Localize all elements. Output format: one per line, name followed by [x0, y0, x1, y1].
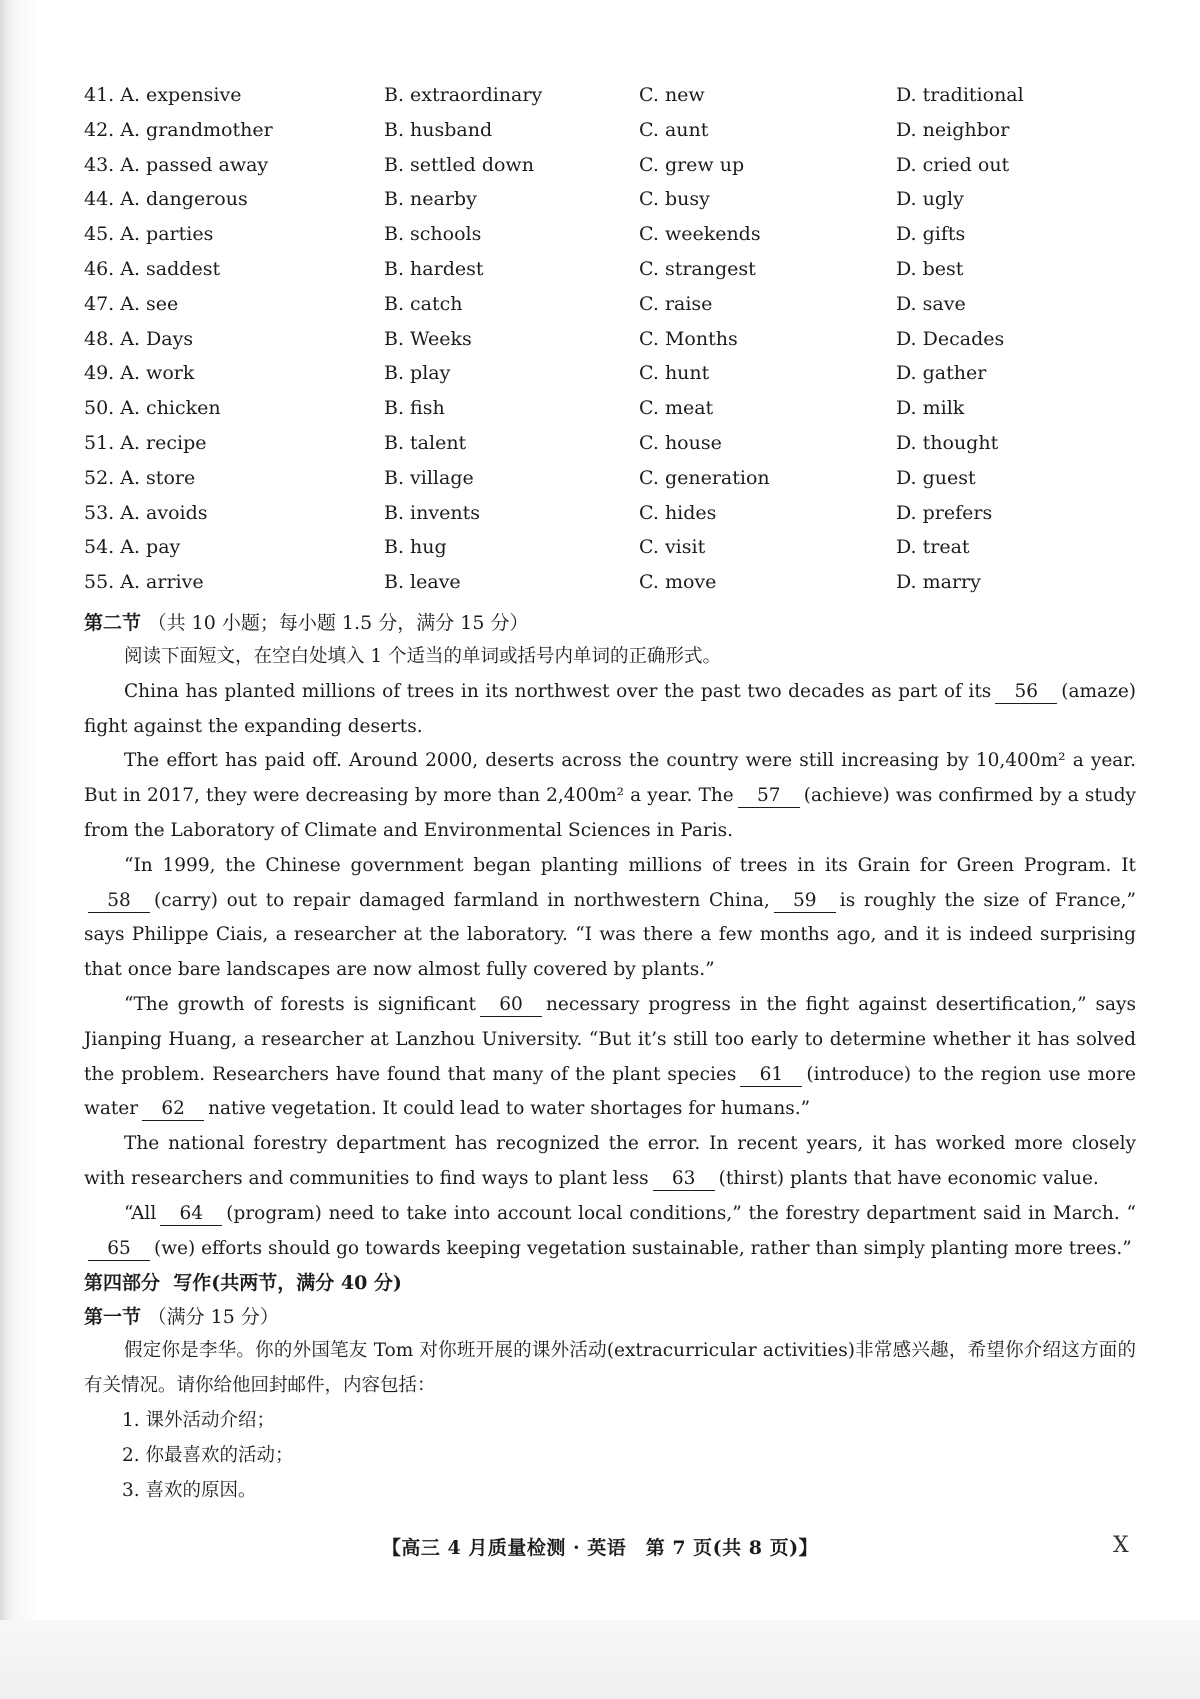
page-footer: 【高三 4 月质量检测 · 英语 第 7 页(共 8 页)】 — [381, 1537, 819, 1559]
option-c[interactable]: C. strangest — [639, 257, 756, 280]
section1-title: 第一节 — [84, 1306, 142, 1329]
option-d[interactable]: D. marry — [896, 571, 981, 594]
option-c[interactable]: C. hides — [639, 501, 717, 524]
option-b[interactable]: B. hug — [384, 536, 447, 559]
part4-detail: 写作(共两节，满分 40 分) — [173, 1272, 402, 1295]
option-row — [84, 393, 1144, 428]
option-c[interactable]: C. busy — [639, 188, 710, 211]
option-d[interactable]: D. prefers — [896, 501, 993, 524]
option-c[interactable]: C. grew up — [639, 153, 745, 176]
option-d[interactable]: D. thought — [896, 431, 999, 454]
blank-61[interactable]: 61 — [740, 1064, 802, 1087]
corner-mark: X — [1113, 1533, 1129, 1558]
option-a[interactable]: 51. A. recipe — [84, 431, 207, 454]
passage-paragraph-3: “In 1999, the Chinese government began planting millions of trees in its Grain for Green Program. It58 (carry) out to repair damaged farmland in northwestern China, 59 is roughly the size of France,” says Philippe Ciais, a researcher at the laboratory. “I was there a few months ago, and it is indeed surprising that once bare landscapes are now almost fully covered by plants.” — [84, 854, 1137, 981]
option-d[interactable]: D. guest — [896, 466, 976, 489]
option-a[interactable]: 49. A. work — [84, 362, 195, 385]
option-a[interactable]: 44. A. dangerous — [84, 188, 248, 211]
section2-title: 第二节 — [84, 612, 142, 634]
passage-paragraph-1: China has planted millions of trees in its northwest over the past two decades as part of its 56 (amaze) fight against the expanding deserts. — [84, 680, 1136, 737]
option-b[interactable]: B. hardest — [384, 257, 484, 280]
option-row — [84, 184, 1144, 219]
blank-63[interactable]: 63 — [653, 1168, 715, 1191]
writing-item-1: 1. 课外活动介绍； — [122, 1409, 276, 1431]
option-a[interactable]: 48. A. Days — [84, 327, 194, 350]
blank-58[interactable]: 58 — [88, 890, 150, 913]
option-row — [84, 289, 1144, 324]
option-b[interactable]: B. play — [384, 362, 451, 385]
option-d[interactable]: D. neighbor — [896, 118, 1010, 141]
option-a[interactable]: 53. A. avoids — [84, 501, 208, 524]
writing-item-2: 2. 你最喜欢的活动； — [122, 1444, 294, 1466]
option-d[interactable]: D. save — [896, 292, 966, 315]
option-row — [84, 463, 1144, 498]
option-row — [84, 358, 1144, 393]
option-row — [84, 428, 1144, 463]
blank-60[interactable]: 60 — [480, 994, 542, 1017]
option-b[interactable]: B. schools — [384, 223, 482, 246]
option-a[interactable]: 45. A. parties — [84, 223, 214, 246]
option-b[interactable]: B. leave — [384, 571, 461, 594]
section2-heading — [84, 606, 1136, 640]
option-c[interactable]: C. raise — [639, 292, 713, 315]
section2-detail: （共 10 小题；每小题 1.5 分，满分 15 分） — [147, 612, 529, 634]
scan-bottom-margin — [0, 1620, 1200, 1699]
option-c[interactable]: C. generation — [639, 466, 770, 489]
option-d[interactable]: D. best — [896, 257, 964, 280]
option-a[interactable]: 52. A. store — [84, 466, 196, 489]
option-row — [84, 80, 1144, 115]
section1-detail: （满分 15 分） — [147, 1306, 279, 1329]
option-d[interactable]: D. cried out — [896, 153, 1010, 176]
section2-instruction: 阅读下面短文，在空白处填入 1 个适当的单词或括号内单词的正确形式。 — [124, 646, 722, 667]
option-c[interactable]: C. move — [639, 571, 717, 594]
blank-64[interactable]: 64 — [160, 1203, 222, 1226]
option-b[interactable]: B. village — [384, 466, 474, 489]
part4-title: 第四部分 — [84, 1272, 161, 1295]
passage-paragraph-5: The national forestry department has recognized the error. In recent years, it has worked more closely with researchers and communities to find ways to plant less 63 (thirst) plants that have economic value. — [84, 1133, 1136, 1189]
option-c[interactable]: C. aunt — [639, 118, 709, 141]
option-a[interactable]: 50. A. chicken — [84, 397, 221, 420]
option-c[interactable]: C. Months — [639, 327, 738, 350]
blank-65[interactable]: 65 — [88, 1238, 150, 1261]
passage-paragraph-4: “The growth of forests is significant 60 necessary progress in the fight against desertification,” says Jianping Huang, a researcher at Lanzhou University. “But it’s still too early to determine whether it has solved the problem. Researchers have found that many of the plant species 61 (introduce) to the region use more water 62 native vegetation. It could lead to water shortages for humans.” — [84, 993, 1136, 1120]
part4-heading — [84, 1266, 1136, 1300]
option-a[interactable]: 46. A. saddest — [84, 257, 221, 280]
option-row — [84, 324, 1144, 359]
option-a[interactable]: 55. A. arrive — [84, 571, 204, 594]
writing-prompt: 假定你是李华。你的外国笔友 Tom 对你班开展的课外活动(extracurricular activities)非常感兴趣，希望你介绍这方面的有关情况。请你给他回封邮件，内容包括： — [84, 1340, 1136, 1397]
option-row — [84, 498, 1144, 533]
option-row — [84, 219, 1144, 254]
option-a[interactable]: 41. A. expensive — [84, 84, 242, 106]
option-row — [84, 532, 1144, 567]
option-b[interactable]: B. settled down — [384, 153, 534, 176]
blank-62[interactable]: 62 — [142, 1098, 204, 1121]
passage-paragraph-2: The effort has paid off. Around 2000, deserts across the country were still increasing by 10,400m² a year. But in 2017, they were decreasing by more than 2,400m² a year. The 57 (achieve) was confirmed by a study from the Laboratory of Climate and Environmental Sciences in Paris. — [84, 750, 1136, 841]
option-a[interactable]: 47. A. see — [84, 292, 179, 315]
option-c[interactable]: C. visit — [639, 536, 706, 559]
option-d[interactable]: D. traditional — [896, 84, 1024, 106]
option-row — [84, 567, 1144, 602]
option-c[interactable]: C. house — [639, 431, 722, 454]
option-d[interactable]: D. gather — [896, 362, 987, 385]
option-row — [84, 150, 1144, 185]
option-b[interactable]: B. extraordinary — [384, 84, 543, 106]
exam-content — [84, 606, 1136, 1508]
option-a[interactable]: 54. A. pay — [84, 536, 181, 559]
option-b[interactable]: B. husband — [384, 118, 493, 141]
option-a[interactable]: 42. A. grandmother — [84, 118, 273, 141]
option-c[interactable]: C. meat — [639, 397, 714, 420]
option-b[interactable]: B. talent — [384, 431, 467, 454]
option-b[interactable]: B. fish — [384, 397, 445, 420]
option-c[interactable]: C. hunt — [639, 362, 710, 385]
writing-item-3: 3. 喜欢的原因。 — [122, 1479, 257, 1501]
section1-heading — [84, 1300, 1136, 1334]
blank-59[interactable]: 59 — [774, 890, 836, 913]
option-c[interactable]: C. weekends — [639, 223, 761, 246]
option-b[interactable]: B. Weeks — [384, 327, 472, 350]
option-d[interactable]: D. treat — [896, 536, 970, 559]
option-b[interactable]: B. catch — [384, 292, 463, 315]
options-table — [84, 80, 1144, 602]
option-b[interactable]: B. nearby — [384, 188, 477, 211]
option-row — [84, 115, 1144, 150]
option-d[interactable]: D. ugly — [896, 188, 964, 211]
option-d[interactable]: D. milk — [896, 397, 965, 420]
option-d[interactable]: D. Decades — [896, 327, 1005, 350]
passage-paragraph-6: “All 64 (program) need to take into account local conditions,” the forestry department said in March. “65 (we) efforts should go towards keeping vegetation sustainable, rather than simply planting more trees.” — [84, 1197, 1136, 1267]
option-a[interactable]: 43. A. passed away — [84, 153, 269, 176]
option-c[interactable]: C. new — [639, 84, 705, 106]
blank-56[interactable]: 56 — [995, 681, 1057, 704]
option-b[interactable]: B. invents — [384, 501, 480, 524]
option-d[interactable]: D. gifts — [896, 223, 966, 246]
blank-57[interactable]: 57 — [738, 785, 800, 808]
option-row — [84, 254, 1144, 289]
